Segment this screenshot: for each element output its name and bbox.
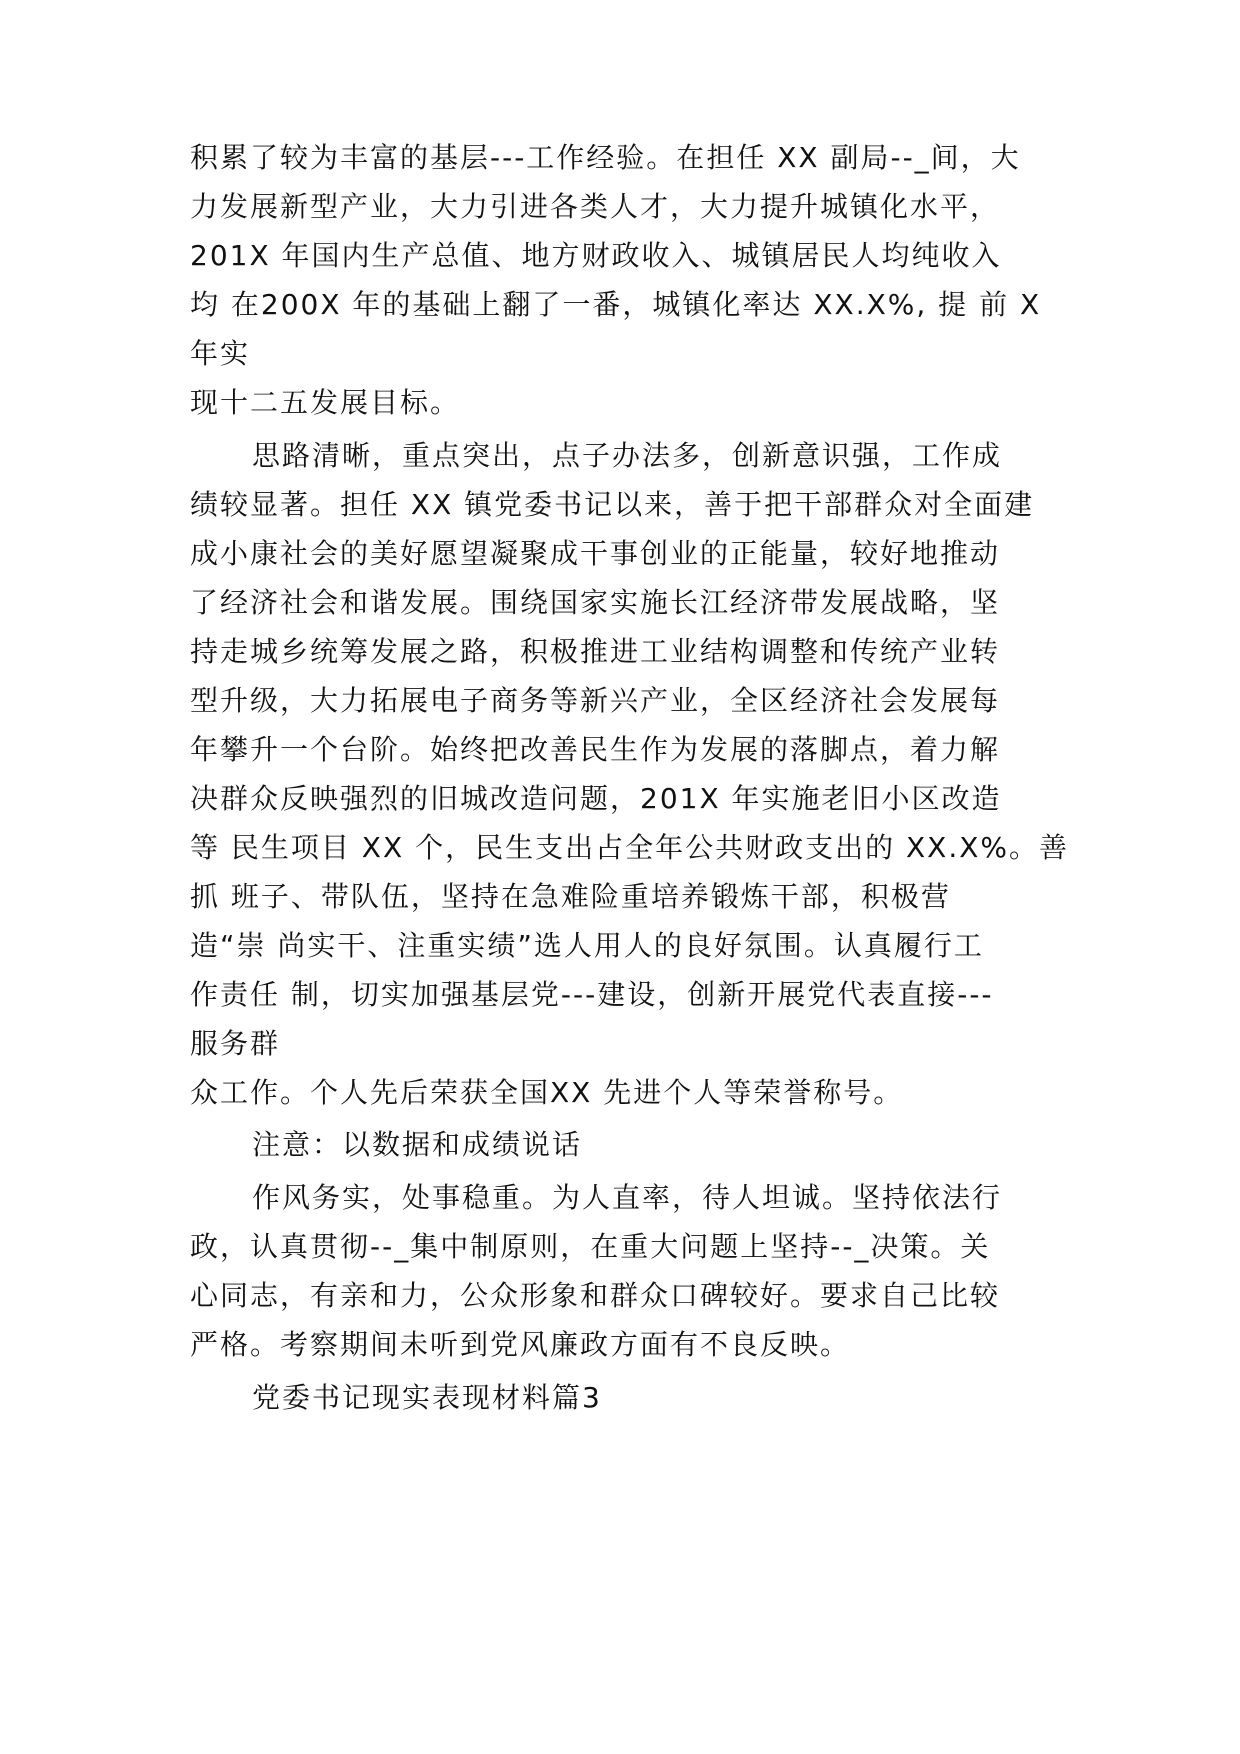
note-line: 注意：以数据和成绩说话 bbox=[252, 1128, 583, 1161]
paragraph-1-line-4: 均 在200X 年的基础上翻了一番，城镇化率达 XX.X%, 提 前 X bbox=[190, 288, 1042, 321]
section-heading: 党委书记现实表现材料篇3 bbox=[252, 1381, 602, 1414]
paragraph-2-line-10: 抓 班子、带队伍，坚持在急难险重培养锻炼干部，积极营 bbox=[190, 880, 951, 913]
paragraph-2-line-14: 众工作。个人先后荣获全国XX 先进个人等荣誉称号。 bbox=[190, 1076, 904, 1109]
paragraph-2-line-6: 型升级，大力拓展电子商务等新兴产业，全区经济社会发展每 bbox=[190, 684, 1001, 717]
paragraph-1-line-3: 201X 年国内生产总值、地方财政收入、城镇居民人均纯收入 bbox=[190, 239, 1002, 272]
paragraph-2-line-4: 了经济社会和谐发展。围绕国家实施长江经济带发展战略，坚 bbox=[190, 586, 1001, 619]
paragraph-2-line-11: 造“崇 尚实干、注重实绩”选人用人的良好氛围。认真履行工 bbox=[190, 929, 984, 962]
paragraph-2-line-7: 年攀升一个台阶。始终把改善民生作为发展的落脚点，着力解 bbox=[190, 733, 1001, 766]
paragraph-2-line-9: 等 民生项目 XX 个，民生支出占全年公共财政支出的 XX.X%。善 bbox=[190, 831, 1070, 864]
paragraph-2-line-8: 决群众反映强烈的旧城改造问题，201X 年实施老旧小区改造 bbox=[190, 782, 1002, 815]
paragraph-4-line-4: 严格。考察期间未听到党风廉政方面有不良反映。 bbox=[190, 1328, 851, 1361]
paragraph-1-line-6: 现十二五发展目标。 bbox=[190, 386, 461, 419]
paragraph-1-line-5: 年实 bbox=[190, 337, 251, 370]
paragraph-2-line-5: 持走城乡统筹发展之路，积极推进工业结构调整和传统产业转 bbox=[190, 635, 1001, 668]
paragraph-2-line-3: 成小康社会的美好愿望凝聚成干事创业的正能量，较好地推动 bbox=[190, 537, 1001, 570]
paragraph-4-line-2: 政，认真贯彻--_集中制原则，在重大问题上坚持--_决策。关 bbox=[190, 1230, 991, 1263]
paragraph-2-line-2: 绩较显著。担任 XX 镇党委书记以来，善于把干部群众对全面建 bbox=[190, 488, 1035, 521]
paragraph-4-line-1: 作风务实，处事稳重。为人直率，待人坦诚。坚持依法行 bbox=[252, 1181, 1003, 1214]
paragraph-1-line-1: 积累了较为丰富的基层---工作经验。在担任 XX 副局--_间，大 bbox=[190, 141, 1021, 174]
paragraph-1-line-2: 力发展新型产业，大力引进各类人才，大力提升城镇化水平， bbox=[190, 190, 1001, 223]
paragraph-4-line-3: 心同志，有亲和力，公众形象和群众口碑较好。要求自己比较 bbox=[190, 1279, 1001, 1312]
paragraph-2-line-12: 作责任 制，切实加强基层党---建设，创新开展党代表直接--- bbox=[190, 978, 994, 1011]
paragraph-2-line-13: 服务群 bbox=[190, 1027, 281, 1060]
paragraph-2-line-1: 思路清晰，重点突出，点子办法多，创新意识强，工作成 bbox=[252, 439, 1003, 472]
